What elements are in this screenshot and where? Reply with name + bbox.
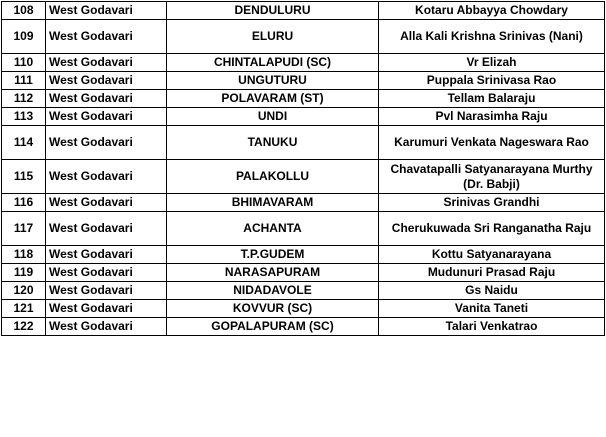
table-row — [2, 300, 605, 318]
constituency-name: KOVVUR (SC) — [167, 300, 379, 318]
table-row — [2, 264, 605, 282]
constituency-name: UNDI — [167, 108, 379, 126]
constituency-name: T.P.GUDEM — [167, 246, 379, 264]
district-name: West Godavari — [46, 20, 167, 54]
table-row — [2, 90, 605, 108]
district-name: West Godavari — [46, 264, 167, 282]
constituency-name: ACHANTA — [167, 212, 379, 246]
serial-number: 110 — [2, 54, 46, 72]
table-row — [2, 194, 605, 212]
serial-number: 116 — [2, 194, 46, 212]
candidate-name: Chavatapalli Satyanarayana Murthy (Dr. Babji) — [379, 160, 605, 194]
candidate-name: Karumuri Venkata Nageswara Rao — [379, 126, 605, 160]
candidate-name: Talari Venkatrao — [379, 318, 605, 336]
district-name: West Godavari — [46, 194, 167, 212]
candidate-name: Vanita Taneti — [379, 300, 605, 318]
constituency-name: ELURU — [167, 20, 379, 54]
table-row — [2, 160, 605, 194]
district-name: West Godavari — [46, 2, 167, 20]
district-name: West Godavari — [46, 282, 167, 300]
serial-number: 122 — [2, 318, 46, 336]
district-name: West Godavari — [46, 300, 167, 318]
constituency-name: PALAKOLLU — [167, 160, 379, 194]
serial-number: 118 — [2, 246, 46, 264]
constituency-name: NARASAPURAM — [167, 264, 379, 282]
table-row — [2, 54, 605, 72]
district-name: West Godavari — [46, 108, 167, 126]
table-row — [2, 108, 605, 126]
district-name: West Godavari — [46, 54, 167, 72]
district-name: West Godavari — [46, 90, 167, 108]
district-name: West Godavari — [46, 72, 167, 90]
district-name: West Godavari — [46, 212, 167, 246]
serial-number: 113 — [2, 108, 46, 126]
table-row — [2, 282, 605, 300]
table-row — [2, 212, 605, 246]
serial-number: 114 — [2, 126, 46, 160]
table-row — [2, 246, 605, 264]
district-name: West Godavari — [46, 126, 167, 160]
table-row — [2, 126, 605, 160]
constituency-name: TANUKU — [167, 126, 379, 160]
district-name: West Godavari — [46, 318, 167, 336]
serial-number: 108 — [2, 2, 46, 20]
table-row — [2, 72, 605, 90]
candidate-name: Puppala Srinivasa Rao — [379, 72, 605, 90]
serial-number: 121 — [2, 300, 46, 318]
candidate-name: Srinivas Grandhi — [379, 194, 605, 212]
candidate-name: Tellam Balaraju — [379, 90, 605, 108]
constituency-name: DENDULURU — [167, 2, 379, 20]
district-name: West Godavari — [46, 160, 167, 194]
candidate-name: Mudunuri Prasad Raju — [379, 264, 605, 282]
constituency-name: CHINTALAPUDI (SC) — [167, 54, 379, 72]
candidate-name: Cherukuwada Sri Ranganatha Raju — [379, 212, 605, 246]
candidate-name: Kottu Satyanarayana — [379, 246, 605, 264]
candidate-name: Pvl Narasimha Raju — [379, 108, 605, 126]
constituency-name: POLAVARAM (ST) — [167, 90, 379, 108]
serial-number: 120 — [2, 282, 46, 300]
table-row — [2, 318, 605, 336]
serial-number: 112 — [2, 90, 46, 108]
candidate-name: Gs Naidu — [379, 282, 605, 300]
serial-number: 109 — [2, 20, 46, 54]
candidate-name: Vr Elizah — [379, 54, 605, 72]
serial-number: 115 — [2, 160, 46, 194]
candidate-name: Kotaru Abbayya Chowdary — [379, 2, 605, 20]
serial-number: 119 — [2, 264, 46, 282]
district-name: West Godavari — [46, 246, 167, 264]
serial-number: 111 — [2, 72, 46, 90]
candidates-table — [1, 1, 605, 336]
constituency-name: UNGUTURU — [167, 72, 379, 90]
table-row — [2, 2, 605, 20]
constituency-name: GOPALAPURAM (SC) — [167, 318, 379, 336]
serial-number: 117 — [2, 212, 46, 246]
candidate-name: Alla Kali Krishna Srinivas (Nani) — [379, 20, 605, 54]
constituency-name: NIDADAVOLE — [167, 282, 379, 300]
constituency-name: BHIMAVARAM — [167, 194, 379, 212]
table-row — [2, 20, 605, 54]
